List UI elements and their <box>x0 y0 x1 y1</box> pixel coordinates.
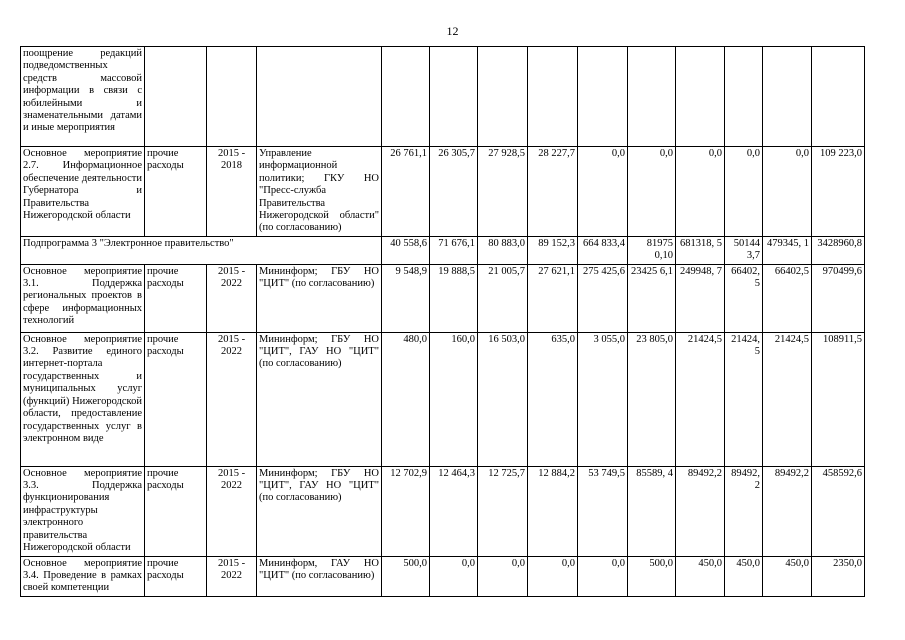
year-value: 480,0 <box>382 332 430 466</box>
year-value: 26 761,1 <box>382 147 430 237</box>
year-value: 66402,5 <box>763 264 812 332</box>
year-value: 9 548,9 <box>382 264 430 332</box>
year-value: 85589, 4 <box>628 466 676 556</box>
year-value <box>628 47 676 147</box>
executor <box>257 47 382 147</box>
year-value: 479345, 1 <box>763 236 812 264</box>
expense-type: прочие расходы <box>145 264 207 332</box>
year-value: 681318, 5 <box>676 236 725 264</box>
year-value <box>763 47 812 147</box>
total-value: 2350,0 <box>812 556 865 596</box>
year-value <box>578 47 628 147</box>
executor: Мининформ; ГБУ НО "ЦИТ" (по согласованию) <box>257 264 382 332</box>
year-value <box>528 47 578 147</box>
year-value <box>478 47 528 147</box>
expense-type: прочие расходы <box>145 147 207 237</box>
year-value: 450,0 <box>763 556 812 596</box>
year-value: 66402, 5 <box>725 264 763 332</box>
year-value: 664 833,4 <box>578 236 628 264</box>
year-value: 27 621,1 <box>528 264 578 332</box>
year-value: 0,0 <box>578 556 628 596</box>
year-value <box>725 47 763 147</box>
expense-type: прочие расходы <box>145 556 207 596</box>
table-row <box>21 556 865 596</box>
table-row <box>21 147 865 237</box>
total-value: 108911,5 <box>812 332 865 466</box>
year-value: 53 749,5 <box>578 466 628 556</box>
executor: Управление информационной политики; ГКУ НО "Пресс-служба Правительства Нижегородской области" (по согласованию) <box>257 147 382 237</box>
year-value: 89492,2 <box>763 466 812 556</box>
activity-name: Основное мероприятие 3.3. Поддержка функционирования инфраструктуры электронного правительства Нижегородской области <box>21 466 145 556</box>
year-value: 19 888,5 <box>430 264 478 332</box>
year-value: 0,0 <box>430 556 478 596</box>
year-value: 26 305,7 <box>430 147 478 237</box>
activity-name: поощрение редакций подведомственных средств массовой информации в связи с юбилейными и знаменательными датами и иные мероприятия <box>21 47 145 147</box>
year-value: 160,0 <box>430 332 478 466</box>
year-value: 40 558,6 <box>382 236 430 264</box>
year-value: 12 702,9 <box>382 466 430 556</box>
year-value <box>676 47 725 147</box>
expense-type: прочие расходы <box>145 332 207 466</box>
table-row <box>21 47 865 147</box>
year-value: 50144 3,7 <box>725 236 763 264</box>
activity-name: Основное мероприятие 3.1. Поддержка региональных проектов в сфере информационных технологий <box>21 264 145 332</box>
expense-type <box>145 47 207 147</box>
year-value: 23425 6,1 <box>628 264 676 332</box>
total-value: 458592,6 <box>812 466 865 556</box>
year-value: 0,0 <box>528 556 578 596</box>
year-value: 21424,5 <box>676 332 725 466</box>
activity-name: Основное мероприятие 3.2. Развитие единого интернет-портала государственных и муниципальных услуг (функций) Нижегородской области, предоставление государственных услуг в электронном виде <box>21 332 145 466</box>
year-value: 500,0 <box>382 556 430 596</box>
year-value: 500,0 <box>628 556 676 596</box>
period: 2015 - 2022 <box>207 556 257 596</box>
page-number: 12 <box>446 24 459 38</box>
year-value: 23 805,0 <box>628 332 676 466</box>
executor: Мининформ; ГБУ НО "ЦИТ", ГАУ НО "ЦИТ" (по согласованию) <box>257 466 382 556</box>
year-value: 635,0 <box>528 332 578 466</box>
subprogram-title: Подпрограмма 3 "Электронное правительство" <box>21 236 382 264</box>
year-value: 12 725,7 <box>478 466 528 556</box>
year-value: 80 883,0 <box>478 236 528 264</box>
total-value: 3428960,8 <box>812 236 865 264</box>
year-value: 28 227,7 <box>528 147 578 237</box>
activity-name: Основное мероприятие 2.7. Информационное обеспечение деятельности Губернатора и Правительства Нижегородской области <box>21 147 145 237</box>
year-value: 27 928,5 <box>478 147 528 237</box>
year-value: 81975 0,10 <box>628 236 676 264</box>
year-value <box>382 47 430 147</box>
year-value: 21 005,7 <box>478 264 528 332</box>
activity-name: Основное мероприятие 3.4. Проведение в рамках своей компетенции <box>21 556 145 596</box>
year-value: 12 464,3 <box>430 466 478 556</box>
year-value <box>430 47 478 147</box>
table-body <box>21 47 865 597</box>
total-value: 109 223,0 <box>812 147 865 237</box>
year-value: 16 503,0 <box>478 332 528 466</box>
year-value: 12 884,2 <box>528 466 578 556</box>
period: 2015 - 2022 <box>207 466 257 556</box>
table-row <box>21 264 865 332</box>
executor: Мининформ, ГАУ НО "ЦИТ" (по согласованию) <box>257 556 382 596</box>
year-value: 0,0 <box>676 147 725 237</box>
year-value: 0,0 <box>725 147 763 237</box>
table-row <box>21 466 865 556</box>
table-row <box>21 332 865 466</box>
executor: Мининформ; ГБУ НО "ЦИТ", ГАУ НО "ЦИТ" (по согласованию) <box>257 332 382 466</box>
year-value <box>812 47 865 147</box>
budget-table <box>20 46 865 597</box>
period: 2015 - 2022 <box>207 264 257 332</box>
year-value: 21424, 5 <box>725 332 763 466</box>
year-value: 275 425,6 <box>578 264 628 332</box>
year-value: 89 152,3 <box>528 236 578 264</box>
subprogram-row <box>21 236 865 264</box>
year-value: 450,0 <box>676 556 725 596</box>
year-value: 89492, 2 <box>725 466 763 556</box>
year-value: 21424,5 <box>763 332 812 466</box>
year-value: 0,0 <box>763 147 812 237</box>
year-value: 71 676,1 <box>430 236 478 264</box>
total-value: 970499,6 <box>812 264 865 332</box>
period: 2015 - 2018 <box>207 147 257 237</box>
year-value: 0,0 <box>478 556 528 596</box>
period: 2015 - 2022 <box>207 332 257 466</box>
year-value: 0,0 <box>628 147 676 237</box>
expense-type: прочие расходы <box>145 466 207 556</box>
year-value: 249948, 7 <box>676 264 725 332</box>
year-value: 89492,2 <box>676 466 725 556</box>
year-value: 3 055,0 <box>578 332 628 466</box>
year-value: 0,0 <box>578 147 628 237</box>
period <box>207 47 257 147</box>
year-value: 450,0 <box>725 556 763 596</box>
